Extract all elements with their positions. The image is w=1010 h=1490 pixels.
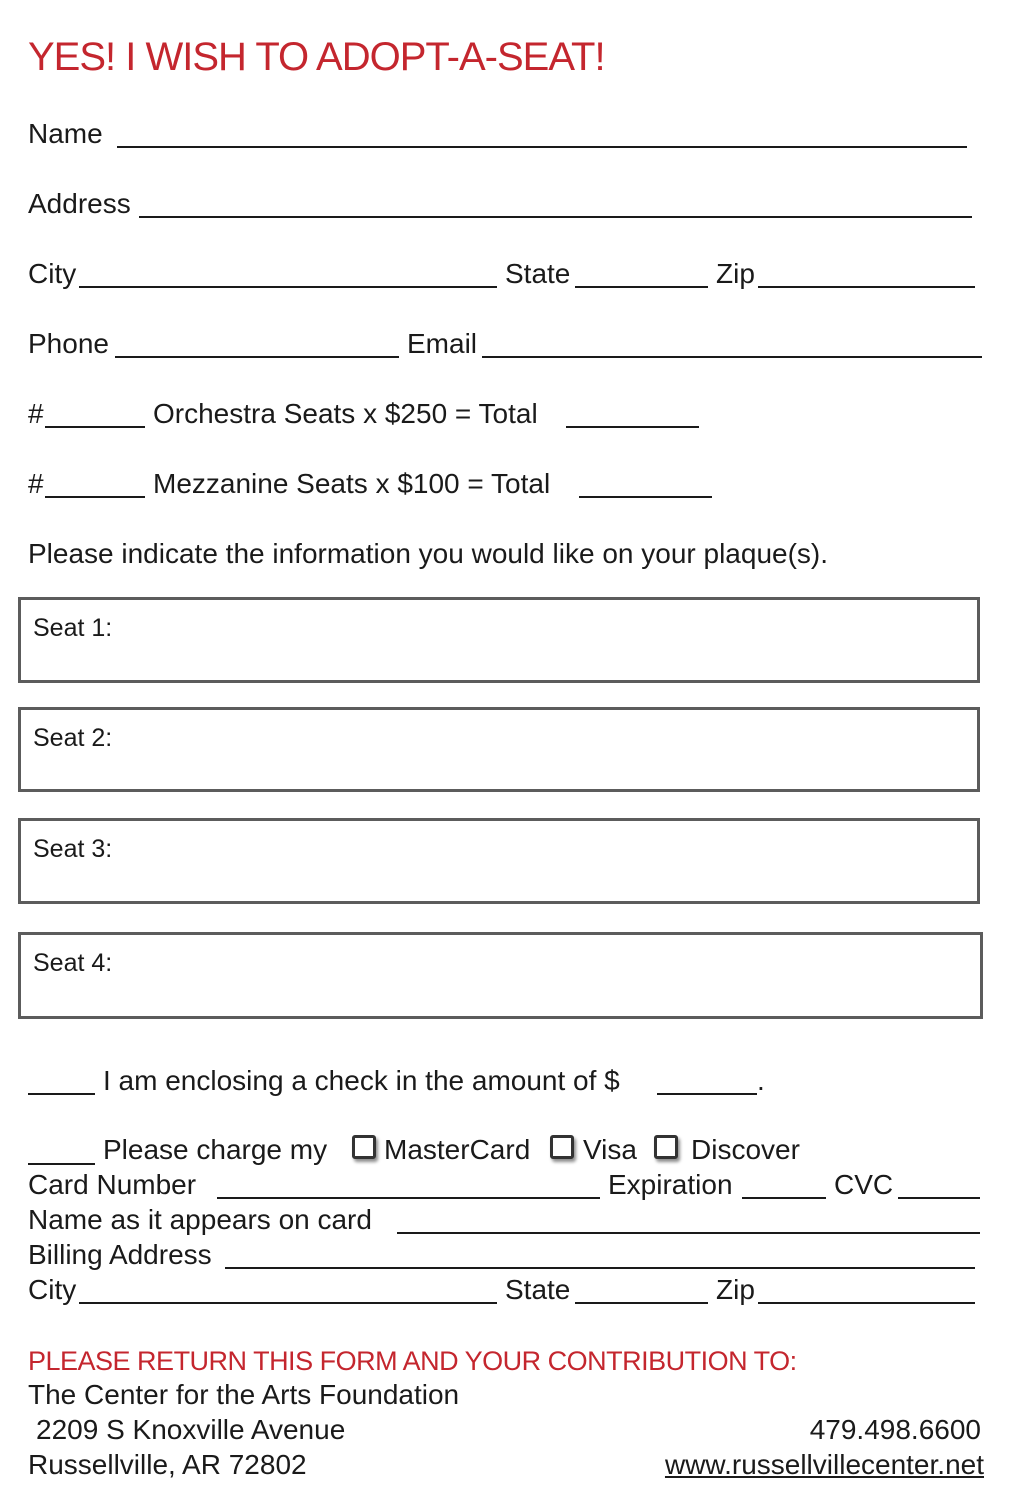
seat-2-label: Seat 2:: [33, 724, 113, 752]
card-number-field[interactable]: [217, 1197, 600, 1199]
expiration-field[interactable]: [742, 1197, 826, 1199]
visa-checkbox[interactable]: [550, 1135, 574, 1159]
billing-zip-field[interactable]: [758, 1302, 975, 1304]
seat-3-box[interactable]: [18, 818, 980, 904]
billing-state-label: State: [505, 1274, 571, 1305]
return-heading: PLEASE RETURN THIS FORM AND YOUR CONTRIBUTION TO:: [28, 1346, 797, 1376]
seat-1-box[interactable]: [18, 597, 980, 683]
name-on-card-field[interactable]: [397, 1232, 980, 1234]
mastercard-checkbox[interactable]: [352, 1135, 376, 1159]
seat-1-label: Seat 1:: [33, 614, 113, 642]
check-label: I am enclosing a check in the amount of $: [103, 1065, 620, 1096]
address-label: Address: [28, 188, 131, 219]
billing-address-label: Billing Address: [28, 1239, 212, 1270]
check-period: .: [757, 1065, 765, 1096]
mezzanine-count-field[interactable]: [45, 496, 145, 498]
phone-field[interactable]: [115, 356, 399, 358]
cvc-label: CVC: [834, 1169, 894, 1200]
cvc-field[interactable]: [898, 1197, 980, 1199]
discover-checkbox[interactable]: [654, 1135, 678, 1159]
check-amount-field[interactable]: [657, 1093, 757, 1095]
phone-number: 479.498.6600: [809, 1414, 981, 1445]
mezzanine-hash: #: [28, 468, 44, 499]
orchestra-count-field[interactable]: [45, 426, 145, 428]
state-field[interactable]: [575, 286, 708, 288]
email-field[interactable]: [482, 356, 982, 358]
visa-label: Visa: [583, 1134, 637, 1165]
form-title: YES! I WISH TO ADOPT-A-SEAT!: [28, 35, 605, 79]
charge-label: Please charge my: [103, 1134, 328, 1165]
billing-address-field[interactable]: [225, 1267, 975, 1269]
mastercard-label: MasterCard: [384, 1134, 531, 1165]
billing-city-label: City: [28, 1274, 77, 1305]
zip-label: Zip: [716, 258, 755, 289]
seat-2-box[interactable]: [18, 707, 980, 792]
city-state-zip: Russellville, AR 72802: [28, 1449, 307, 1480]
city-field[interactable]: [79, 286, 497, 288]
card-number-label: Card Number: [28, 1169, 197, 1200]
seat-4-box[interactable]: [18, 932, 983, 1019]
check-option-field[interactable]: [28, 1093, 95, 1095]
orchestra-total-field[interactable]: [566, 426, 699, 428]
charge-option-field[interactable]: [28, 1163, 95, 1165]
expiration-label: Expiration: [608, 1169, 733, 1200]
billing-state-field[interactable]: [575, 1302, 708, 1304]
name-on-card-label: Name as it appears on card: [28, 1204, 372, 1235]
state-label: State: [505, 258, 571, 289]
mezzanine-total-field[interactable]: [579, 496, 712, 498]
billing-city-field[interactable]: [79, 1302, 497, 1304]
discover-label: Discover: [691, 1134, 800, 1165]
org-name: The Center for the Arts Foundation: [28, 1379, 460, 1410]
street-address: 2209 S Knoxville Avenue: [36, 1414, 346, 1445]
address-field[interactable]: [139, 216, 972, 218]
email-label: Email: [407, 328, 478, 359]
orchestra-seats-label: Orchestra Seats x $250 = Total: [153, 398, 538, 429]
zip-field[interactable]: [758, 286, 975, 288]
name-label: Name: [28, 118, 103, 149]
orchestra-hash: #: [28, 398, 44, 429]
plaque-instructions: Please indicate the information you would like on your plaque(s).: [28, 538, 829, 569]
seat-4-label: Seat 4:: [33, 949, 113, 977]
name-field[interactable]: [117, 146, 967, 148]
website-link[interactable]: www.russellvillecenter.net: [664, 1449, 984, 1480]
billing-zip-label: Zip: [716, 1274, 755, 1305]
seat-3-label: Seat 3:: [33, 835, 113, 863]
phone-label: Phone: [28, 328, 109, 359]
city-label: City: [28, 258, 77, 289]
mezzanine-seats-label: Mezzanine Seats x $100 = Total: [153, 468, 551, 499]
